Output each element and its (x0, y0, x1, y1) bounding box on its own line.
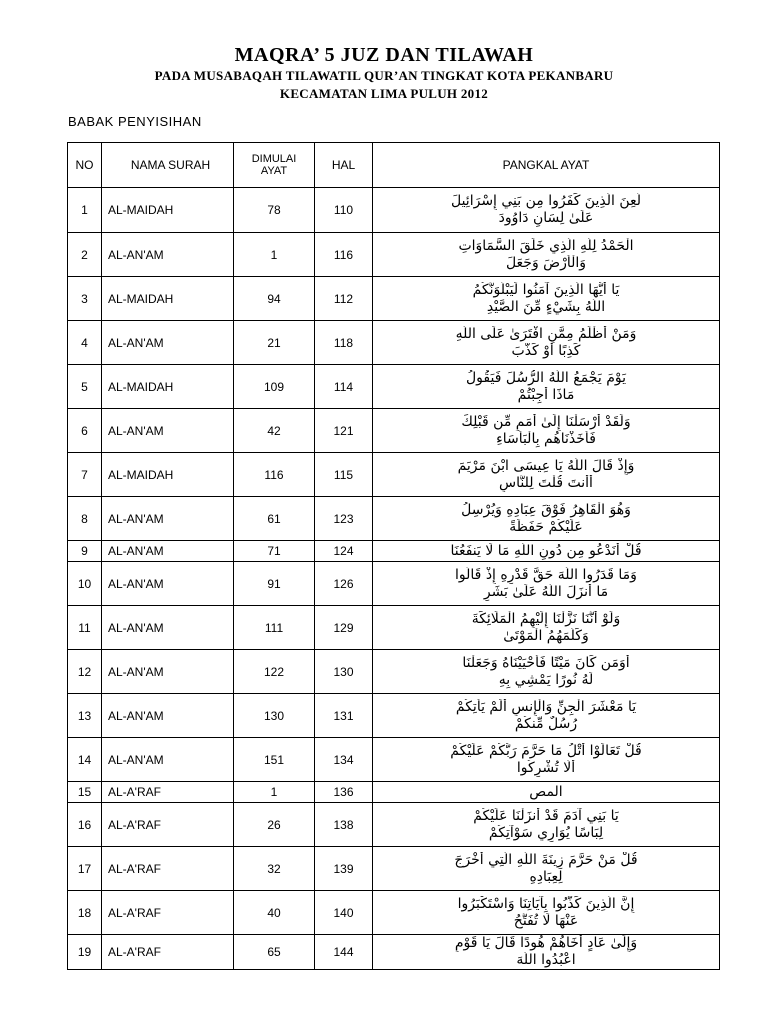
row-no: 8 (68, 497, 102, 541)
pangkal-ayat-line-2: اللَّهُ بِشَيْءٍ مِّنَ الصَّيْدِ (486, 298, 606, 315)
pangkal-ayat-line-2: عَنْهَا لَا تُفَتَّحُ (513, 912, 579, 929)
pangkal-ayat-line-1: يَا بَنِي آدَمَ قَدْ أَنزَلْنَا عَلَيْكُمْ (473, 807, 619, 824)
row-surah-name: AL-A'RAF (102, 935, 234, 970)
row-page: 114 (315, 365, 373, 409)
row-no: 9 (68, 541, 102, 562)
row-start-ayat: 91 (234, 562, 315, 606)
pangkal-ayat-line-1: الْحَمْدُ لِلَّهِ الَّذِي خَلَقَ السَّمَاوَاتِ (458, 237, 634, 254)
pangkal-ayat-line-1: قُلْ مَنْ حَرَّمَ زِينَةَ اللَّهِ الَّتِي أَخْرَجَ (454, 851, 638, 868)
row-page: 144 (315, 935, 373, 970)
row-surah-name: AL-MAIDAH (102, 365, 234, 409)
row-start-ayat: 94 (234, 277, 315, 321)
pangkal-ayat-line-1: يَا أَيُّهَا الَّذِينَ آمَنُوا لَيَبْلُوَنَّكُمُ (472, 281, 620, 298)
pangkal-ayat-line-1: وَمَا قَدَرُوا اللَّهَ حَقَّ قَدْرِهِ إِذْ قَالُوا (455, 566, 637, 583)
row-page: 115 (315, 453, 373, 497)
header-ayat: AYAT (260, 165, 288, 177)
row-start-ayat: 151 (234, 738, 315, 782)
pangkal-ayat-line-1: المص (529, 783, 563, 800)
row-no: 14 (68, 738, 102, 782)
row-no: 10 (68, 562, 102, 606)
row-start-ayat: 65 (234, 935, 315, 970)
row-page: 140 (315, 891, 373, 935)
row-pangkal-ayat (373, 188, 720, 233)
pangkal-ayat-line-2: عَلَىٰ لِسَانِ دَاوُودَ (498, 210, 594, 226)
row-pangkal-ayat (373, 803, 720, 847)
header-no: NO (68, 143, 102, 188)
table-row (68, 233, 720, 277)
row-pangkal-ayat (373, 935, 720, 970)
row-surah-name: AL-AN'AM (102, 321, 234, 365)
row-page: 110 (315, 188, 373, 233)
header-dimulai-ayat (234, 143, 315, 188)
row-start-ayat: 21 (234, 321, 315, 365)
row-no: 15 (68, 782, 102, 803)
row-start-ayat: 71 (234, 541, 315, 562)
row-page: 124 (315, 541, 373, 562)
row-no: 6 (68, 409, 102, 453)
pangkal-ayat-line-2: وَكَلَّمَهُمُ الْمَوْتَىٰ (503, 627, 589, 644)
row-page: 112 (315, 277, 373, 321)
pangkal-ayat-line-2: فَأَخَذْنَاهُم بِالْبَأْسَاءِ (496, 430, 596, 447)
row-surah-name: AL-MAIDAH (102, 188, 234, 233)
row-surah-name: AL-AN'AM (102, 606, 234, 650)
pangkal-ayat-line-1: لُعِنَ الَّذِينَ كَفَرُوا مِن بَنِي إِسْرَائِيلَ (450, 193, 641, 209)
row-start-ayat: 32 (234, 847, 315, 891)
row-page: 138 (315, 803, 373, 847)
pangkal-ayat-line-1: قُلْ تَعَالَوْا أَتْلُ مَا حَرَّمَ رَبُّكُمْ عَلَيْكُمْ (450, 742, 642, 759)
pangkal-ayat-line-1: قُلْ أَنَدْعُو مِن دُونِ اللَّهِ مَا لَا يَنفَعُنَا (450, 542, 642, 559)
row-pangkal-ayat (373, 541, 720, 562)
table-row (68, 497, 720, 541)
row-start-ayat: 122 (234, 650, 315, 694)
row-page: 134 (315, 738, 373, 782)
table-row (68, 365, 720, 409)
row-pangkal-ayat (373, 650, 720, 694)
pangkal-ayat-line-2: كَذِبًا أَوْ كَذَّبَ (511, 342, 581, 359)
table-row (68, 782, 720, 803)
row-surah-name: AL-AN'AM (102, 738, 234, 782)
row-surah-name: AL-AN'AM (102, 541, 234, 562)
pangkal-ayat-line-2: أَأَنتَ قُلْتَ لِلنَّاسِ (499, 474, 593, 491)
pangkal-ayat-line-2: أَلَّا تُشْرِكُوا (516, 759, 576, 776)
pangkal-ayat-line-2: لِبَاسًا يُوَارِي سَوْآتِكُمْ (488, 824, 604, 841)
row-no: 5 (68, 365, 102, 409)
row-page: 123 (315, 497, 373, 541)
row-pangkal-ayat (373, 277, 720, 321)
header-nama-surah: NAMA SURAH (102, 143, 234, 188)
row-page: 121 (315, 409, 373, 453)
table-row (68, 409, 720, 453)
pangkal-ayat-line-1: وَلَوْ أَنَّنَا نَزَّلْنَا إِلَيْهِمُ الْمَلَائِكَةَ (471, 610, 621, 627)
table-row (68, 562, 720, 606)
row-start-ayat: 111 (234, 606, 315, 650)
row-surah-name: AL-A'RAF (102, 803, 234, 847)
row-start-ayat: 78 (234, 188, 315, 233)
row-pangkal-ayat (373, 233, 720, 277)
row-pangkal-ayat (373, 606, 720, 650)
row-pangkal-ayat (373, 453, 720, 497)
row-pangkal-ayat (373, 409, 720, 453)
document-title: MAQRA’ 5 JUZ DAN TILAWAH (234, 44, 534, 66)
row-surah-name: AL-AN'AM (102, 694, 234, 738)
row-start-ayat: 40 (234, 891, 315, 935)
row-no: 18 (68, 891, 102, 935)
row-no: 19 (68, 935, 102, 970)
row-page: 118 (315, 321, 373, 365)
row-pangkal-ayat (373, 694, 720, 738)
table-header-row (68, 143, 720, 188)
pangkal-ayat-line-2: اعْبُدُوا اللَّهَ (516, 952, 576, 968)
table-row (68, 541, 720, 562)
row-no: 17 (68, 847, 102, 891)
pangkal-ayat-line-2: لَهُ نُورًا يَمْشِي بِهِ (498, 671, 594, 688)
pangkal-ayat-line-1: يَوْمَ يَجْمَعُ اللَّهُ الرُّسُلَ فَيَقُولُ (466, 369, 626, 386)
row-page: 129 (315, 606, 373, 650)
pangkal-ayat-line-1: وَإِلَىٰ عَادٍ أَخَاهُمْ هُودًا قَالَ يَا قَوْمِ (454, 935, 638, 951)
row-surah-name: AL-A'RAF (102, 782, 234, 803)
row-page: 136 (315, 782, 373, 803)
pangkal-ayat-line-1: وَإِذْ قَالَ اللَّهُ يَا عِيسَى ابْنَ مَرْيَمَ (457, 457, 635, 474)
table-row (68, 650, 720, 694)
row-start-ayat: 130 (234, 694, 315, 738)
row-pangkal-ayat (373, 321, 720, 365)
row-start-ayat: 42 (234, 409, 315, 453)
row-no: 16 (68, 803, 102, 847)
table-row (68, 935, 720, 970)
row-surah-name: AL-A'RAF (102, 847, 234, 891)
row-no: 3 (68, 277, 102, 321)
header-pangkal-ayat: PANGKAL AYAT (373, 143, 720, 188)
row-page: 116 (315, 233, 373, 277)
row-start-ayat: 61 (234, 497, 315, 541)
row-page: 139 (315, 847, 373, 891)
header-dimulai: DIMULAI (251, 153, 297, 165)
row-no: 7 (68, 453, 102, 497)
row-start-ayat: 109 (234, 365, 315, 409)
table-row (68, 694, 720, 738)
row-no: 12 (68, 650, 102, 694)
document-subtitle: PADA MUSABAQAH TILAWATIL QUR’AN TINGKAT KOTA PEKANBARU (154, 68, 614, 83)
section-label: BABAK PENYISIHAN (68, 114, 202, 129)
row-surah-name: AL-AN'AM (102, 650, 234, 694)
row-page: 130 (315, 650, 373, 694)
row-surah-name: AL-A'RAF (102, 891, 234, 935)
table-row (68, 803, 720, 847)
table-row (68, 188, 720, 233)
row-no: 11 (68, 606, 102, 650)
row-start-ayat: 1 (234, 233, 315, 277)
row-no: 13 (68, 694, 102, 738)
pangkal-ayat-line-2: وَالْأَرْضَ وَجَعَلَ (505, 254, 587, 271)
row-surah-name: AL-MAIDAH (102, 277, 234, 321)
pangkal-ayat-line-1: يَا مَعْشَرَ الْجِنِّ وَالْإِنسِ أَلَمْ يَأْتِكُمْ (455, 698, 637, 715)
row-pangkal-ayat (373, 847, 720, 891)
row-surah-name: AL-AN'AM (102, 233, 234, 277)
row-start-ayat: 116 (234, 453, 315, 497)
pangkal-ayat-line-2: رُسُلٌ مِّنكُمْ (514, 715, 578, 732)
pangkal-ayat-line-2: لِعِبَادِهِ (529, 868, 563, 885)
table-row (68, 453, 720, 497)
row-pangkal-ayat (373, 497, 720, 541)
row-start-ayat: 1 (234, 782, 315, 803)
pangkal-ayat-line-1: أَوَمَن كَانَ مَيْتًا فَأَحْيَيْنَاهُ وَجَعَلْنَا (462, 654, 630, 671)
row-pangkal-ayat (373, 782, 720, 803)
pangkal-ayat-line-1: وَهُوَ الْقَاهِرُ فَوْقَ عِبَادِهِ وَيُرْسِلُ (461, 501, 631, 518)
pangkal-ayat-line-2: مَا أَنزَلَ اللَّهُ عَلَىٰ بَشَرٍ (483, 583, 609, 600)
row-surah-name: AL-MAIDAH (102, 453, 234, 497)
maqra-table (67, 142, 720, 970)
table-row (68, 277, 720, 321)
table-row (68, 321, 720, 365)
pangkal-ayat-line-1: وَمَنْ أَظْلَمُ مِمَّنِ افْتَرَىٰ عَلَى اللَّهِ (455, 325, 637, 342)
document-subtitle-event: KECAMATAN LIMA PULUH 2012 (279, 86, 489, 101)
table-row (68, 891, 720, 935)
table-row (68, 847, 720, 891)
table-row (68, 606, 720, 650)
row-no: 4 (68, 321, 102, 365)
row-surah-name: AL-AN'AM (102, 562, 234, 606)
row-no: 2 (68, 233, 102, 277)
row-surah-name: AL-AN'AM (102, 497, 234, 541)
pangkal-ayat-line-2: عَلَيْكُمْ حَفَظَةً (509, 518, 583, 535)
row-pangkal-ayat (373, 365, 720, 409)
row-pangkal-ayat (373, 738, 720, 782)
row-start-ayat: 26 (234, 803, 315, 847)
row-page: 126 (315, 562, 373, 606)
table-row (68, 738, 720, 782)
pangkal-ayat-line-1: وَلَقَدْ أَرْسَلْنَا إِلَىٰ أُمَمٍ مِّن قَبْلِكَ (461, 413, 631, 430)
row-pangkal-ayat (373, 562, 720, 606)
pangkal-ayat-line-2: مَاذَا أُجِبْتُمْ (517, 386, 575, 403)
header-hal: HAL (315, 143, 373, 188)
row-no: 1 (68, 188, 102, 233)
pangkal-ayat-line-1: إِنَّ الَّذِينَ كَذَّبُوا بِآيَاتِنَا وَاسْتَكْبَرُوا (457, 895, 635, 912)
row-page: 131 (315, 694, 373, 738)
row-pangkal-ayat (373, 891, 720, 935)
row-surah-name: AL-AN'AM (102, 409, 234, 453)
